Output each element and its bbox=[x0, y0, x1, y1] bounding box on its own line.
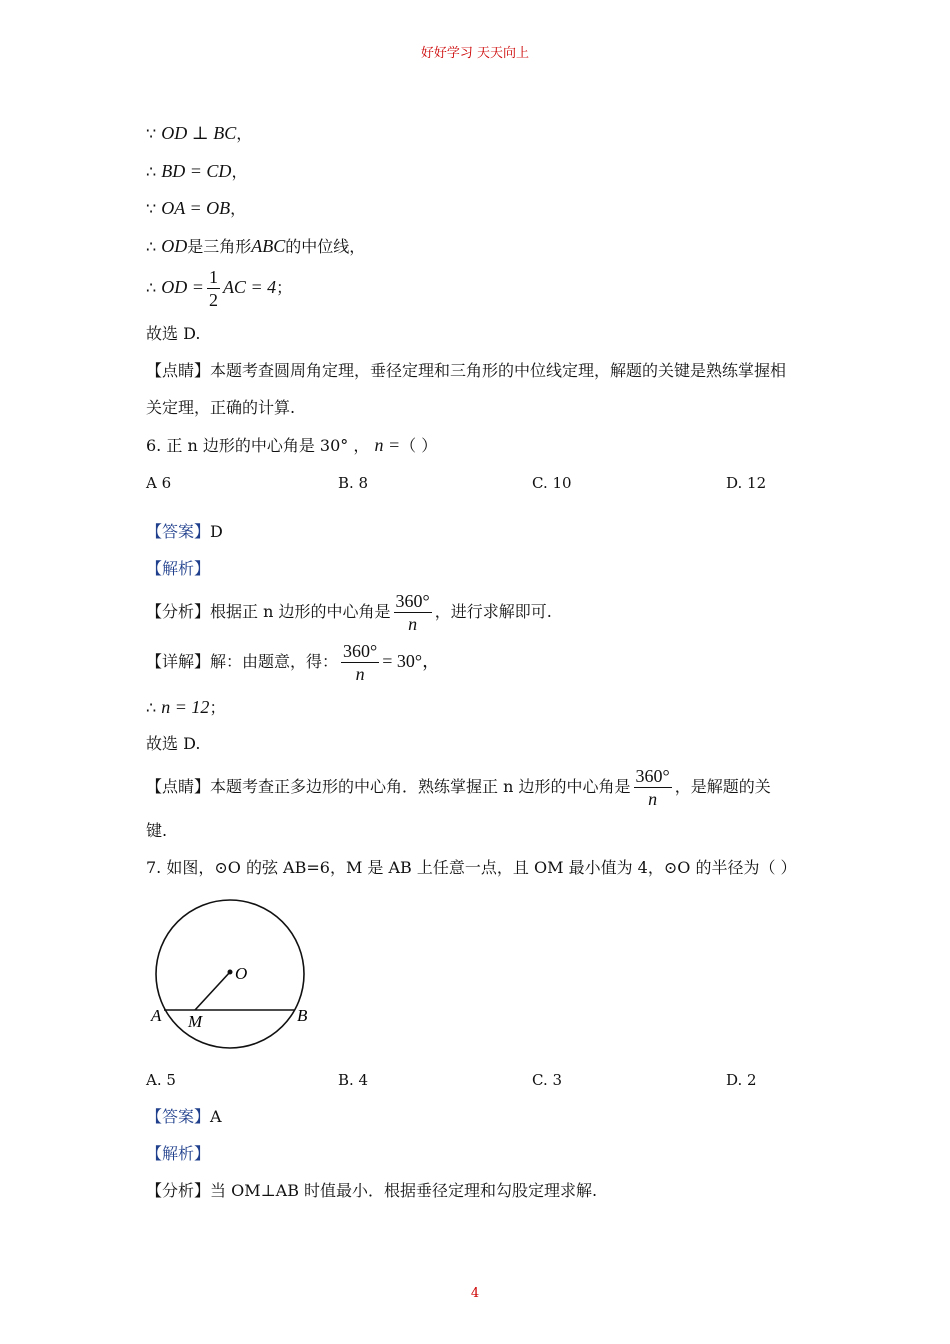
proof-line-1 bbox=[146, 122, 252, 145]
analysis-tag: 【分析】 bbox=[146, 602, 211, 621]
q6-stem-text: 6. 正 n 边形的中心角是 30° ， bbox=[146, 436, 370, 455]
q7-option-c: C. 3 bbox=[532, 1071, 563, 1089]
fraction-denominator: n bbox=[648, 789, 658, 809]
proof-line-2 bbox=[146, 160, 247, 183]
answer-tag: 【答案】 bbox=[146, 1107, 211, 1126]
fraction-denominator: 2 bbox=[208, 290, 218, 310]
dianjing-text: 本题考查正多边形的中心角．熟练掌握正 n 边形的中心角是 bbox=[210, 777, 631, 796]
therefore-symbol: ∴ bbox=[146, 237, 157, 256]
detail-tag: 【详解】 bbox=[146, 652, 211, 671]
q6-choice: 故选 D. bbox=[146, 734, 201, 753]
punctuation: ， bbox=[230, 199, 247, 218]
dianjing-tag: 【点睛】 bbox=[146, 777, 211, 796]
q6-option-b: B. 8 bbox=[338, 474, 369, 492]
label-a: A bbox=[151, 1006, 162, 1025]
circle-figure bbox=[140, 890, 330, 1060]
punctuation: ， bbox=[231, 162, 248, 181]
punctuation: ； bbox=[209, 698, 226, 717]
math-expression: n = bbox=[374, 435, 401, 455]
answer-tag: 【答案】 bbox=[146, 522, 211, 541]
answer-value: D bbox=[210, 522, 223, 541]
q6-dianjing bbox=[146, 765, 771, 810]
label-b: B bbox=[297, 1006, 308, 1025]
punctuation: ， bbox=[236, 124, 253, 143]
fraction-denominator: n bbox=[408, 614, 418, 634]
q6-analysis bbox=[146, 590, 552, 635]
q6-option-c: C. 10 bbox=[532, 474, 572, 492]
math-expression: OA = OB bbox=[161, 198, 231, 218]
dianjing-text: 本题考查圆周角定理，垂径定理和三角形的中位线定理，解题的关键是熟练掌握相 bbox=[210, 361, 787, 380]
q7-answer bbox=[146, 1106, 222, 1128]
analysis-tag: 【分析】 bbox=[146, 1181, 211, 1200]
q7-option-d: D. 2 bbox=[726, 1071, 757, 1089]
analysis-text: 根据正 n 边形的中心角是 bbox=[210, 602, 391, 621]
q6-dianjing-line2: 键. bbox=[146, 821, 168, 840]
q5-dianjing-line2: 关定理，正确的计算. bbox=[146, 398, 296, 417]
analysis-text: ，进行求解即可. bbox=[434, 602, 552, 621]
math-expression: = 30°， bbox=[382, 651, 441, 671]
fraction-one-half bbox=[207, 266, 220, 311]
q6-result bbox=[146, 696, 225, 719]
q5-choice: 故选 D. bbox=[146, 324, 201, 343]
proof-line-4 bbox=[146, 235, 365, 258]
center-point bbox=[228, 970, 233, 975]
math-expression: BD = CD bbox=[161, 161, 232, 181]
q6-stem bbox=[146, 434, 437, 457]
q6-option-d: D. 12 bbox=[726, 474, 767, 492]
math-expression: n = 12 bbox=[161, 697, 210, 717]
q7-option-a: A. 5 bbox=[146, 1071, 176, 1089]
answer-value: A bbox=[210, 1107, 222, 1126]
q7-stem: 7. 如图，⊙O 的弦 AB=6，M 是 AB 上任意一点，且 OM 最小值为 4，⊙O 的半径为（ ） bbox=[146, 858, 797, 877]
math-expression: OD bbox=[161, 236, 188, 256]
q6-detail bbox=[146, 640, 440, 685]
page-header: 好好学习 天天向上 bbox=[420, 46, 530, 61]
q6-answer bbox=[146, 521, 223, 543]
math-expression: AC = 4 bbox=[222, 277, 277, 297]
because-symbol: ∵ bbox=[146, 124, 157, 143]
fraction-denominator: n bbox=[355, 664, 365, 684]
q7-jiexi-tag: 【解析】 bbox=[146, 1144, 211, 1163]
label-o: O bbox=[235, 964, 248, 983]
proof-line-5 bbox=[146, 266, 292, 311]
fraction-360-over-n bbox=[394, 590, 432, 635]
therefore-symbol: ∴ bbox=[146, 278, 157, 297]
fraction-numerator: 360° bbox=[343, 641, 378, 661]
dianjing-tag: 【点睛】 bbox=[146, 361, 211, 380]
math-expression: ABC bbox=[251, 236, 286, 256]
therefore-symbol: ∴ bbox=[146, 698, 157, 717]
label-m: M bbox=[188, 1012, 203, 1031]
detail-text: 解：由题意，得： bbox=[210, 652, 339, 671]
fraction-numerator: 360° bbox=[635, 766, 670, 786]
q7-option-b: B. 4 bbox=[338, 1071, 369, 1089]
math-expression: OD ⊥ BC bbox=[161, 123, 237, 143]
answer-blank: （ ） bbox=[400, 436, 438, 455]
segment-om bbox=[195, 972, 230, 1010]
fraction-numerator: 1 bbox=[208, 267, 218, 287]
fraction-numerator: 360° bbox=[395, 591, 430, 611]
q6-jiexi-tag: 【解析】 bbox=[146, 559, 211, 578]
q6-option-a: A 6 bbox=[146, 474, 172, 492]
fraction-360-over-n bbox=[634, 765, 672, 810]
proof-line-3 bbox=[146, 197, 246, 220]
because-symbol: ∵ bbox=[146, 199, 157, 218]
text: 是三角形 bbox=[187, 237, 252, 256]
analysis-text: 当 OM⊥AB 时值最小．根据垂径定理和勾股定理求解. bbox=[210, 1181, 598, 1200]
q7-analysis bbox=[146, 1180, 597, 1202]
text: 的中位线， bbox=[285, 237, 366, 256]
dianjing-text: ，是解题的关 bbox=[674, 777, 771, 796]
punctuation: ； bbox=[276, 278, 293, 297]
math-expression: OD = bbox=[161, 277, 204, 297]
page-number: 4 bbox=[470, 1286, 480, 1301]
therefore-symbol: ∴ bbox=[146, 162, 157, 181]
q5-dianjing-line1 bbox=[146, 360, 786, 382]
fraction-360-over-n bbox=[341, 640, 379, 685]
